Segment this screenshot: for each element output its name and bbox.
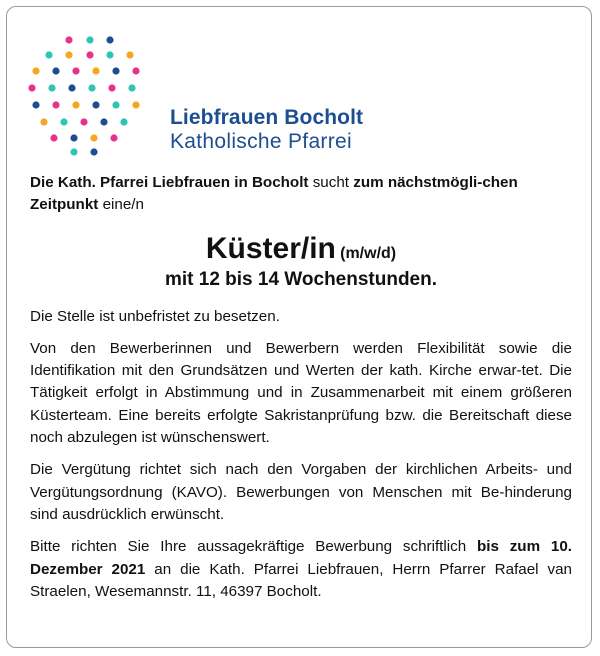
job-ad-content [30,172,572,603]
parish-logo-icon [24,28,154,158]
application-address: an die Kath. Pfarrei Liebfrauen, Herrn Pfarrer Rafael van Straelen, Wesemannstr. 11, 46397 Bocholt. [30,560,572,600]
logo-dot [100,118,107,125]
job-gender: (m/w/d) [340,244,397,262]
paragraph-application [30,536,572,603]
logo-dot [72,67,79,74]
logo-dot [112,101,119,108]
logo-dot [120,118,127,125]
logo-dot [65,36,72,43]
brand-line-1: Liebfrauen Bocholt [170,106,364,129]
logo-dot [80,118,87,125]
logo-dot [28,84,35,91]
logo-dot [52,67,59,74]
logo-dot [70,134,77,141]
job-title [30,231,572,267]
logo-dot [52,101,59,108]
logo-dot [65,51,72,58]
logo-dot [110,134,117,141]
logo-dot [50,134,57,141]
logo-dot [32,101,39,108]
logo-dot [112,67,119,74]
intro-text [30,172,572,217]
logo-dot [86,36,93,43]
logo-dot [32,67,39,74]
logo-dot [132,67,139,74]
logo-dot [90,148,97,155]
paragraph-requirements: Von den Bewerberinnen und Bewerbern werden Flexibilität sowie die Identifikation mit den Grundsätzen und Werten der kath. Kirche erwar-tet. Die Tätigkeit erfolgt in Abstimmung und in Zusammenarbeit mit einem größeren Küsterteam. Eine bereits erfolgte Sakristanprüfung bzw. die Bereitschaft diese noch abzulegen ist wünschenswert. [30,339,572,447]
logo-dot [126,51,133,58]
logo-dot [40,118,47,125]
application-text: Bitte richten Sie Ihre aussagekräftige Bewerbung schriftlich [30,538,477,556]
logo-dot [45,51,52,58]
job-hours: mit 12 bis 14 Wochenstunden. [164,268,438,290]
brand-line-2: Katholische Pfarrei [170,130,352,153]
logo-dot [106,51,113,58]
intro-suffix: eine/n [98,196,144,214]
logo-dot [48,84,55,91]
logo-dot [70,148,77,155]
logo-dot [88,84,95,91]
logo-dot [92,101,99,108]
logo-dot [90,134,97,141]
logo-dot [86,51,93,58]
intro-parish: Die Kath. Pfarrei Liebfrauen in Bocholt [30,174,309,191]
logo-dot [106,36,113,43]
logo-dot [60,118,67,125]
paragraph-contract: Die Stelle ist unbefristet zu besetzen. [30,307,280,325]
intro-date: zum nächstmögli-chen Zeitpunkt [30,174,518,214]
paragraph-salary: Die Vergütung richtet sich nach den Vorgaben der kirchlichen Arbeits- und Vergütungsordnung (KAVO). Bewerbungen von Menschen mit Be-hinderung sind ausdrücklich erwünscht. [30,461,572,523]
logo-dot [92,67,99,74]
logo-dot [108,84,115,91]
logo-dot [128,84,135,91]
intro-verb: sucht [308,174,354,191]
logo-dot [68,84,75,91]
logo-dot [72,101,79,108]
application-deadline: bis zum 10. Dezember 2021 [30,538,572,578]
brand-name [170,106,363,154]
logo-dot [132,101,139,108]
job-title-text: Küster/in [205,231,336,265]
